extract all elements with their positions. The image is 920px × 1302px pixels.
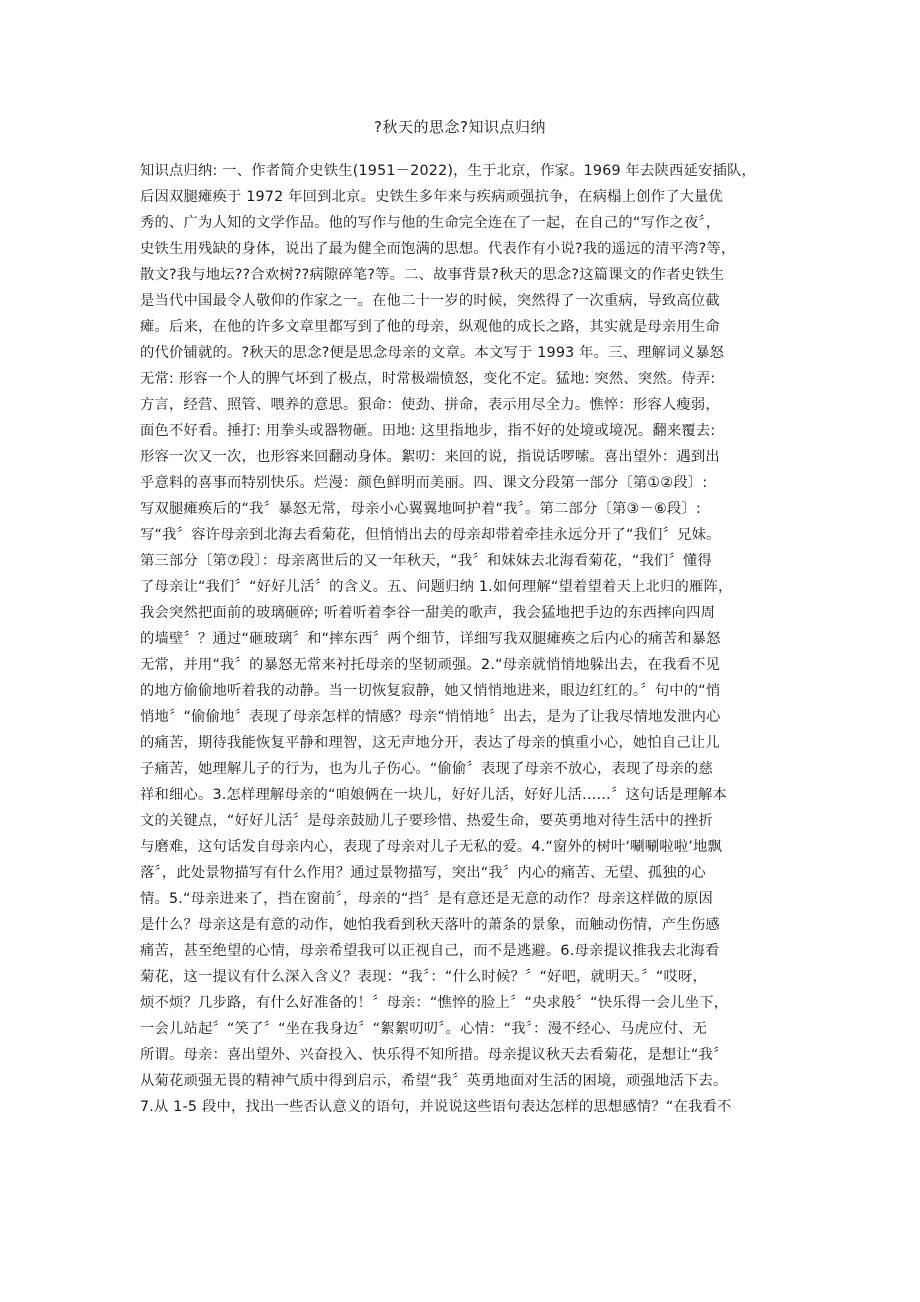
body-text-line: 的痛苦，期待我能恢复平静和理智，这无声地分开，表达了母亲的慎重小心，她怕自己让儿 <box>140 735 720 751</box>
body-text-line: 无常: 形容一个人的脾气坏到了极点，时常极端愤怒，变化不定。猛地: 突然、突然。侍弄: <box>140 371 716 387</box>
body-text-line: 无常，并用“我〞的暴怒无常来衬托母亲的坚韧顽强。2.“母亲就悄悄地躲出去，在我看不见 <box>140 657 721 673</box>
body-text-line: 子痛苦，她理解儿子的行为，也为儿子伤心。“偷偷〞表现了母亲不放心，表现了母亲的慈 <box>140 761 713 777</box>
body-text-line: 写双腿瘫痪后的“我〞暴怒无常，母亲小心翼翼地呵护着“我〞。第二部分〔第③－⑥段〕: <box>140 501 701 517</box>
body-text-line: 7.从 1-5 段中，找出一些否认意义的语句，并说说这些语句表达怎样的思想感情？“在我看不 <box>140 1099 732 1115</box>
body-text-line: 与磨难，这句话发自母亲内心，表现了母亲对儿子无私的爱。4.“窗外的树叶‘唰唰啦啦’地飘 <box>140 839 723 855</box>
body-text-line: 是什么？母亲这是有意的动作，她怕我看到秋天落叶的萧条的景象，而触动伤情，产生伤感 <box>140 917 720 933</box>
body-text-line: 第三部分〔第⑦段〕：母亲离世后的又一年秋天，“我〞和妹妹去北海看菊花，“我们〞懂得 <box>140 553 712 569</box>
body-text-line: 文的关键点，“好好儿活〞是母亲鼓励儿子要珍惜、热爱生命，要英勇地对待生活中的挫折 <box>140 813 713 829</box>
body-text-line: 了母亲让“我们〞“好好儿活〞的含义。五、问题归纳 1.如何理解“望着望着天上北归的雁阵， <box>140 579 733 595</box>
body-text-line: 一会儿站起〞“笑了〞“坐在我身边〞“絮絮叨叨〞。心情：“我〞：漫不经心、马虎应付、无 <box>140 1021 708 1037</box>
body-text-line: 知识点归纳: 一、作者简介史铁生(1951－2022)，生于北京，作家。1969 年去陕西延安插队， <box>140 163 757 179</box>
body-text-line: 乎意料的喜事而特别快乐。烂漫：颜色鲜明而美丽。四、课文分段第一部分〔第①②段〕: <box>140 475 708 491</box>
body-text-line: 的代价铺就的。?秋天的思念?便是思念母亲的文章。本文写于 1993 年。三、理解词义暴怒 <box>140 345 725 361</box>
body-text-line: 所谓。母亲：喜出望外、兴奋投入、快乐得不知所措。母亲提议秋天去看菊花，是想让“我〞 <box>140 1047 728 1063</box>
body-text-line: 的地方偷偷地听着我的动静。当一切恢复寂静，她又悄悄地进来，眼边红红的。〞句中的“悄 <box>140 683 721 699</box>
body-text-line: 烦不烦？几步路，有什么好准备的！〞母亲：“憔悴的脸上〞“央求般〞“快乐得一会儿坐下， <box>140 995 729 1011</box>
body-text-line: 祥和细心。3.怎样理解母亲的“咱娘俩在一块儿，好好儿活，好好儿活……〞这句话是理解本 <box>140 787 728 803</box>
document-title: ?秋天的思念?知识点归纳 <box>374 118 546 136</box>
body-text-line: 情。5.“母亲进来了，挡在窗前〞，母亲的“挡〞是有意还是无意的动作？母亲这样做的原因 <box>140 891 713 907</box>
body-text-line: 方言，经营、照管、喂养的意思。狠命：使劲、拼命，表示用尽全力。憔悴：形容人瘦弱， <box>140 397 720 413</box>
body-text-line: 我会突然把面前的玻璃砸碎; 听着听着李谷一甜美的歌声，我会猛地把手边的东西摔向四周 <box>140 605 716 621</box>
body-text-line: 菊花，这一提议有什么深入含义？表现：“我〞：“什么时候？〞“好吧，就明天。〞“哎呀， <box>140 969 708 985</box>
body-text-line: 瘫。后来，在他的许多文章里都写到了他的母亲，纵观他的成长之路，其实就是母亲用生命 <box>140 319 720 335</box>
body-text-line: 从菊花顽强无畏的精神气质中得到启示，希望“我〞英勇地面对生活的困境，顽强地活下去。 <box>140 1073 728 1089</box>
body-text-line: 散文?我与地坛??合欢树??病隙碎笔?等。二、故事背景?秋天的思念?这篇课文的作者史铁生 <box>140 267 725 283</box>
body-text-line: 落〞，此处景物描写有什么作用？通过景物描写，突出“我〞内心的痛苦、无望、孤独的心 <box>140 865 706 881</box>
body-text-line: 写“我〞容许母亲到北海去看菊花，但悄悄出去的母亲却带着牵挂永远分开了“我们〞兄妹。 <box>140 527 721 543</box>
body-text-line: 后因双腿瘫痪于 1972 年回到北京。史铁生多年来与疾病顽强抗争，在病榻上创作了大量优 <box>140 189 724 205</box>
body-text-line: 面色不好看。捶打: 用拳头或器物砸。田地: 这里指地步，指不好的处境或境况。翻来覆去: <box>140 423 716 439</box>
body-text-line: 的墙壁〞？通过“砸玻璃〞和“摔东西〞两个细节，详细写我双腿瘫痪之后内心的痛苦和暴怒 <box>140 631 721 647</box>
body-text-line: 是当代中国最令人敬仰的作家之一。在他二十一岁的时候，突然得了一次重病，导致高位截 <box>140 293 720 309</box>
body-text-line: 史铁生用残缺的身体，说出了最为健全而饱满的思想。代表作有小说?我的遥远的清平湾?等， <box>140 241 736 257</box>
body-text-line: 痛苦，甚至绝望的心情，母亲希望我可以正视自己，而不是逃避。6.母亲提议推我去北海看 <box>140 943 720 959</box>
document-body <box>140 158 800 1120</box>
body-text-line: 秀的、广为人知的文学作品。他的写作与他的生命完全连在了一起，在自己的“写作之夜〞， <box>140 215 721 231</box>
body-text-line: 悄地〞“偷偷地〞表现了母亲怎样的情感？母亲“悄悄地〞出去，是为了让我尽情地发泄内心 <box>140 709 721 725</box>
body-text-line: 形容一次又一次，也形容来回翻动身体。絮叨：来回的说，指说话啰嗦。喜出望外：遇到出 <box>140 449 720 465</box>
